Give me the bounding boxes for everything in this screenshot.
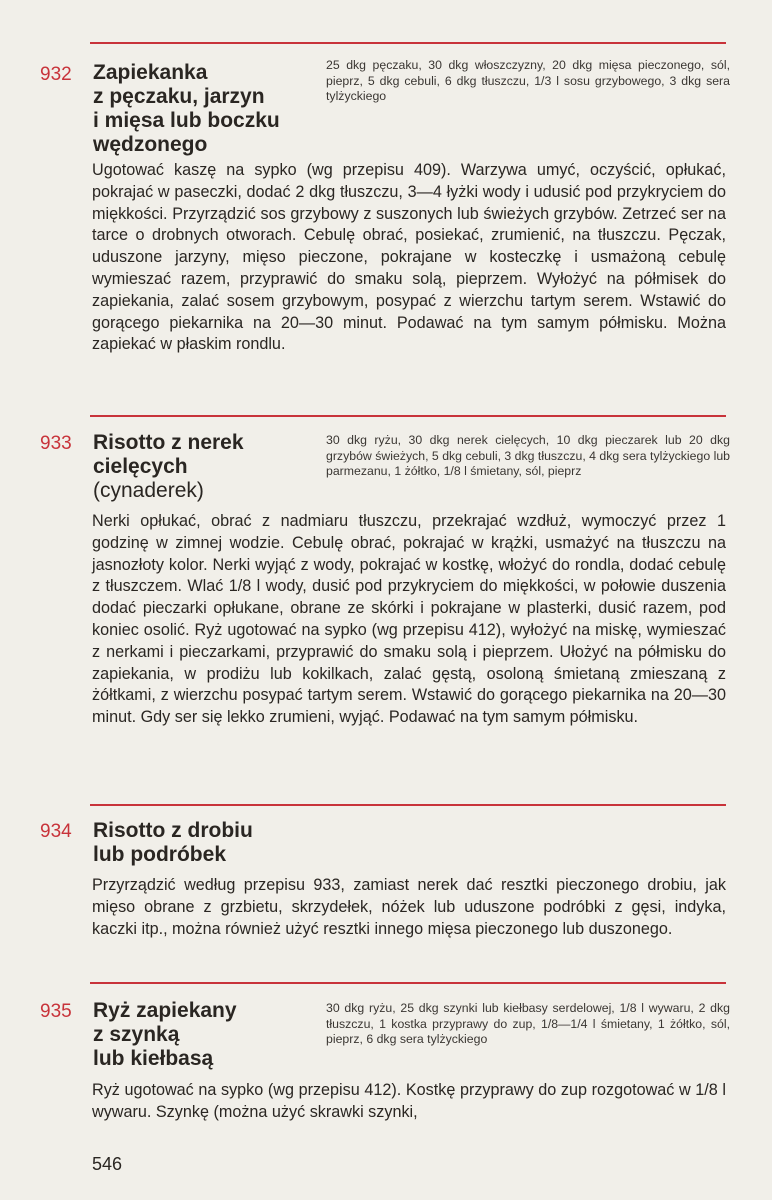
title-line: Zapiekanka xyxy=(93,61,208,84)
title-line: Ryż zapiekany xyxy=(93,999,237,1022)
divider xyxy=(90,804,726,806)
ingredients-list: 25 dkg pęczaku, 30 dkg włoszczyzny, 20 dkg mięsa pieczonego, sól, pieprz, 5 dkg cebuli, 6 dkg tłuszczu, 1/3 l sosu grzybowego, 3 dkg sera tylżyckiego xyxy=(326,58,730,103)
recipe-instructions: Nerki opłukać, obrać z nadmiaru tłuszczu, przekrajać wzdłuż, wymoczyć przez 1 godzinę w zimnej wodzie. Cebulę obrać, pokrajać w krążki, usmażyć na tłuszczu na jasnozłoty kolor. Nerki wyjąć z wody, pokrajać w kostkę, włożyć do rondla, dodać cebulę z tłuszczem. Wlać 1/8 l wody, dusić pod przykryciem do miękkości, w połowie duszenia dodać pieczarki opłukane, obrane ze skórki i pokrajane w plasterki, dusić razem, pod koniec osolić. Ryż ugotować na sypko (wg przepisu 412), wyłożyć na miskę, wymieszać z nerkami i pieczarkami, przyprawić do smaku solą i pieprzem. Ułożyć na półmisku do zapiekania, w prodiżu lub kokilkach, zalać gęstą, osoloną śmietaną zmieszaną z żółtkami, z wierzchu posypać tartym serem. Wstawić do gorącego piekarnika na 20—30 minut. Gdy ser się lekko zrumieni, wyjąć. Podawać na tym samym półmisku. xyxy=(92,512,726,727)
title-line: cielęcych xyxy=(93,455,188,478)
recipe-number: 934 xyxy=(40,821,72,842)
title-line: Risotto z nerek xyxy=(93,431,244,454)
title-line: i mięsa lub boczku xyxy=(93,109,280,132)
title-line: lub podróbek xyxy=(93,843,226,866)
recipe-title xyxy=(93,819,393,867)
recipe-number: 932 xyxy=(40,64,72,85)
ingredients-list: 30 dkg ryżu, 25 dkg szynki lub kiełbasy serdelowej, 1/8 l wywaru, 2 dkg tłuszczu, 1 kostka przyprawy do zup, 1/8—1/4 l śmietany, 1 żółtko, sól, pieprz, 6 dkg sera tylżyckiego xyxy=(326,1001,730,1046)
divider xyxy=(90,415,726,417)
recipe-title xyxy=(93,431,313,503)
recipe-instructions: Przyrządzić według przepisu 933, zamiast nerek dać resztki pieczonego drobiu, jak mięso obrane z grzbietu, skrzydełek, nóżek lub uduszone podróbki z gęsi, indyka, kaczki itp., można również użyć resztki innego mięsa pieczonego lub duszonego. xyxy=(92,876,726,938)
ingredients-list: 30 dkg ryżu, 30 dkg nerek cielęcych, 10 dkg pieczarek lub 20 dkg grzybów świeżych, 5 dkg cebuli, 3 dkg tłuszczu, 4 dkg sera tylżyckiego lub parmezanu, 1 żółtko, 1/8 l śmietany, sól, pieprz xyxy=(326,433,730,478)
page-number: 546 xyxy=(92,1154,123,1174)
divider xyxy=(90,982,726,984)
title-line: z szynką xyxy=(93,1023,180,1046)
title-subtitle: (cynaderek) xyxy=(93,479,204,502)
divider-top xyxy=(90,42,726,44)
title-line: wędzonego xyxy=(93,133,208,156)
title-line: lub kiełbasą xyxy=(93,1047,214,1070)
recipe-title xyxy=(93,61,313,157)
recipe-title xyxy=(93,999,313,1071)
title-line: z pęczaku, jarzyn xyxy=(93,85,265,108)
recipe-number: 933 xyxy=(40,433,72,454)
recipe-instructions: Ryż ugotować na sypko (wg przepisu 412). Kostkę przyprawy do zup rozgotować w 1/8 l wywaru. Szynkę (można użyć skrawki szynki, xyxy=(92,1081,726,1121)
title-line: Risotto z drobiu xyxy=(93,819,253,842)
recipe-instructions: Ugotować kaszę na sypko (wg przepisu 409). Warzywa umyć, oczyścić, opłukać, pokrajać w paseczki, dodać 2 dkg tłuszczu, 3—4 łyżki wody i udusić pod przykryciem do miękkości. Przyrządzić sos grzybowy z suszonych lub świeżych grzybów. Zetrzeć ser na tarce o drobnych otworach. Cebulę obrać, posiekać, zrumienić, na tłuszczu. Pęczak, uduszone jarzyny, mięso pieczone, pokrajane w kosteczkę i usmażoną cebulę wymieszać razem, przyprawić do smaku solą, pieprzem. Wyłożyć na półmisek do zapiekania, zalać sosem grzybowym, posypać z wierzchu tartym serem. Wstawić do gorącego piekarnika na 20—30 minut. Podawać na tym samym półmisku. Można zapiekać w płaskim rondlu. xyxy=(92,161,726,354)
recipe-number: 935 xyxy=(40,1001,72,1022)
